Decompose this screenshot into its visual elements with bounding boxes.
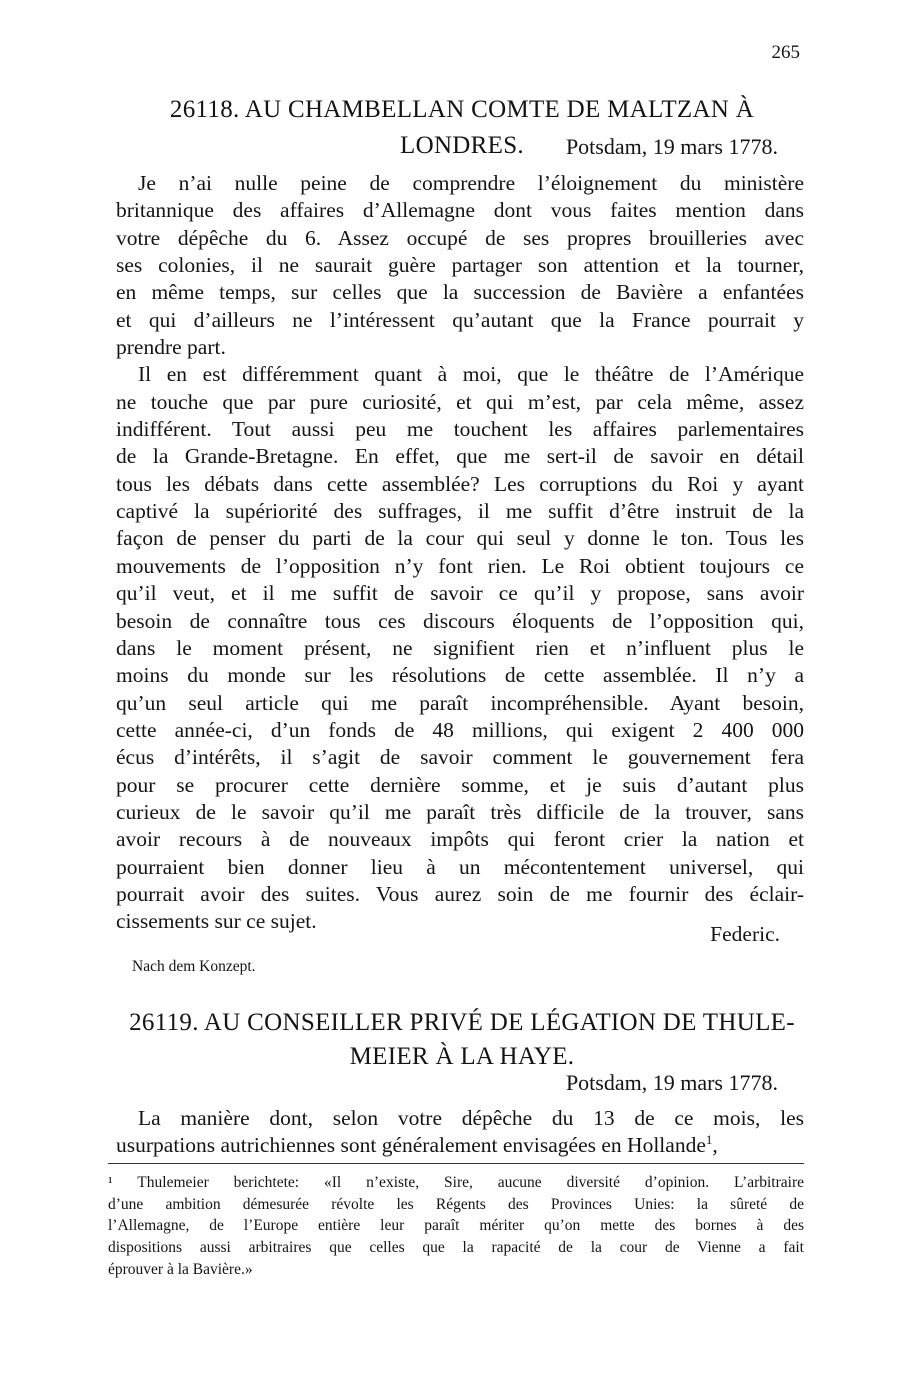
letter-heading-continued: MEIER À LA HAYE.: [349, 1043, 575, 1070]
footnote-line: ¹ Thulemeier berichtete: «Il n’existe, Sire, aucune diversité d’opinion. L’arbitraire: [108, 1174, 804, 1191]
text-line: votre dépêche du 6. Assez occupé de ses propres brouilleries avec: [116, 225, 804, 250]
text-line: et qui d’ailleurs ne l’intéressent qu’autant que la France pourrait y: [116, 307, 804, 332]
footnote-marker: 1: [705, 1132, 713, 1148]
text-line: indifférent. Tout aussi peu me touchent les affaires parlementaires: [116, 417, 804, 442]
text-line: qu’il veut, et il me suffit de savoir ce qu’il y propose, sans avoir: [116, 581, 804, 606]
text-line: [116, 1132, 804, 1159]
signature: Federic.: [710, 922, 780, 946]
letter-body: [116, 170, 804, 936]
footnote-line: l’Allemagne, de l’Europe entière leur paraît mériter qu’on mette des bornes à des: [108, 1217, 804, 1235]
page-number: 265: [771, 42, 800, 63]
footnote: [108, 1172, 804, 1280]
footnote-divider: [108, 1163, 804, 1164]
text-line: pour se procurer cette dernière somme, et je suis d’autant plus: [116, 772, 804, 797]
text-line: cette année-ci, d’un fonds de 48 millions, qui exigent 2 400 000: [116, 717, 804, 742]
letter-heading: 26119. AU CONSEILLER PRIVÉ DE LÉGATION DE THULE-: [129, 1009, 795, 1036]
text-line: dans le moment présent, ne signifient rien et n’influent plus le: [116, 635, 804, 660]
text-line: qu’un seul article qui me paraît incompréhensible. Ayant besoin,: [116, 690, 804, 715]
footnote-line: d’une ambition démesurée révolte les Régents des Provinces Unies: la sûreté de: [108, 1195, 804, 1213]
text-line: pourrait avoir des suites. Vous aurez soin de me fournir des éclair-: [116, 881, 804, 906]
text-line: mouvements de l’opposition n’y font rien. Le Roi obtient toujours ce: [116, 553, 804, 578]
text-line: pourraient bien donner lieu à un mécontentement universel, qui: [116, 854, 804, 879]
text-line: prendre part.: [116, 335, 226, 360]
footnote-line: dispositions aussi arbitraires que celles que la rapacité de la cour de Vienne a fait: [108, 1239, 804, 1257]
text-line: La manière dont, selon votre dépêche du 13 de ce mois, les: [138, 1106, 804, 1130]
footnote-line: éprouver à la Bavière.»: [108, 1260, 253, 1278]
text-line: curieux de le savoir qu’il me paraît très difficile de la trouver, sans: [116, 799, 804, 824]
dateline: Potsdam, 19 mars 1778.: [565, 134, 778, 159]
text-line: britannique des affaires d’Allemagne dont vous faites mention dans: [116, 198, 804, 223]
text-line: écus d’intérêts, il s’agit de savoir comment le gouvernement fera: [116, 745, 804, 770]
text-line: moins du monde sur les résolutions de cette assemblée. Il n’y a: [116, 663, 804, 688]
letter-heading: 26118. AU CHAMBELLAN COMTE DE MALTZAN À LONDRES.: [169, 96, 755, 159]
text-line: de la Grande-Bretagne. En effet, que me sert-il de savoir en détail: [116, 444, 804, 469]
dateline: Potsdam, 19 mars 1778.: [565, 1070, 778, 1095]
text-line: façon de penser du parti de la cour qui seul y donne le ton. Tous les: [116, 526, 804, 551]
text-line: tous les débats dans cette assemblée? Les corruptions du Roi y ayant: [116, 471, 804, 496]
source-note: Nach dem Konzept.: [132, 958, 256, 975]
text-line: Je n’ai nulle peine de comprendre l’éloignement du ministère: [138, 171, 804, 195]
text-line-content: usurpations autrichiennes sont généralement envisagées en Hollande: [116, 1133, 706, 1158]
text-line: besoin de connaître tous ces discours éloquents de l’opposition qui,: [116, 608, 804, 633]
text-line: ne touche que par pure curiosité, et qui m’est, par cela même, assez: [116, 389, 804, 414]
text-line: cissements sur ce sujet.: [116, 909, 317, 934]
text-line: Il en est différemment quant à moi, que le théâtre de l’Amérique: [138, 362, 804, 387]
text-line-tail: ,: [712, 1133, 718, 1158]
letter-body: [116, 1105, 804, 1160]
text-line: en même temps, sur celles que la succession de Bavière a enfantées: [116, 280, 804, 305]
text-line: ses colonies, il ne saurait guère partager son attention et la tourner,: [116, 253, 804, 278]
text-line: avoir recours à de nouveaux impôts qui feront crier la nation et: [116, 827, 804, 852]
text-line: captivé la supériorité des suffrages, il me suffit d’être instruit de la: [116, 499, 804, 524]
